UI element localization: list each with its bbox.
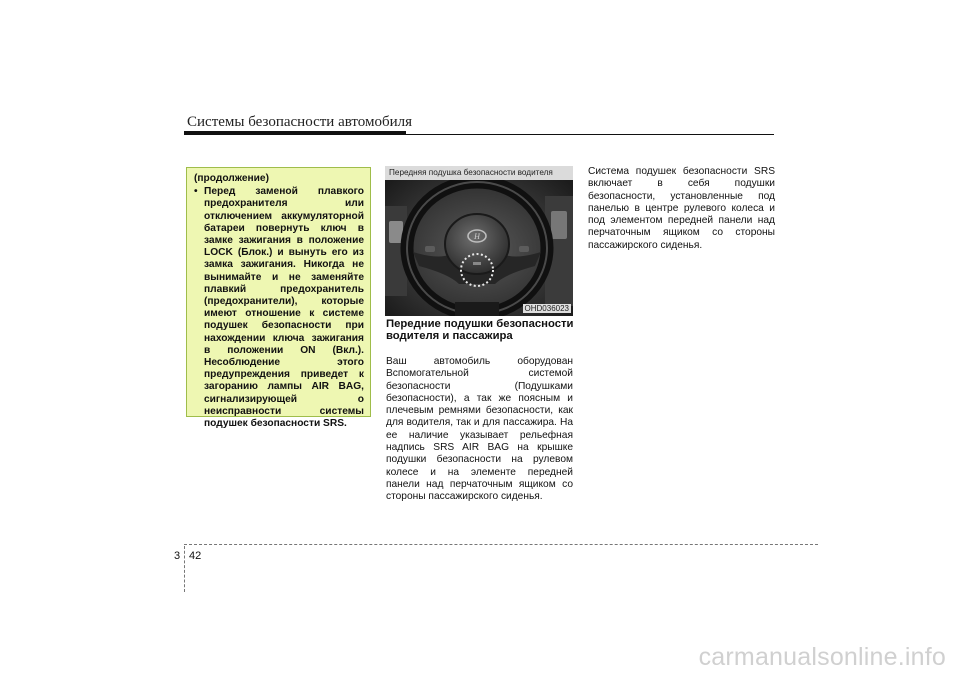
warning-bullet-item [194,186,364,430]
warning-continued-label: (продолжение) [194,173,269,184]
page-header-title: Системы безопасности автомобиля [187,114,413,130]
bullet-icon: • [194,186,198,198]
figure-code: OHD036023 [524,304,569,313]
footer-vertical-divider [184,546,185,592]
page-number: 42 [189,550,202,562]
footer-divider [184,544,818,545]
steering-wheel-illustration [385,166,573,316]
right-column-text: Система подушек безопасности SRS включает в себя подушки безопасности, установленные под панелью в центре рулевого колеса и под элементом передней панели над перчаточным ящиком со стороны пассажирского сиденья. [588,166,775,251]
warning-box [186,167,371,430]
svg-text:H: H [474,232,480,241]
watermark: carmanualsonline.info [698,643,946,671]
figure-caption: Передняя подушка безопасности водителя [385,166,573,180]
section-body-text: Ваш автомобиль оборудован Вспомогательной системой безопасности (Подушками безопасности), а так же поясным и плечевым ремнями безопасности, как для водителя, так и для пассажира. На ее наличие указывает рельефная надпись SRS AIR BAG на крышке подушки безопасности на рулевом колесе и на элементе передней панели над перчаточным ящиком со стороны пассажирского сиденья. [386,356,573,503]
header-underline-rule [184,134,774,135]
section-heading: Передние подушки безопасности водителя и пассажира [386,318,574,343]
warning-text: Перед заменой плавкого предохранителя или отключением аккумуляторной батареи повернуть ключ в замке зажигания в положение LOCK (Блок.) и вынуть его из замка зажигания. Никогда не вынимайте и не заменяйте плавкий предохранитель (предохранители), которые имеют отношение к системе подушек безопасности при нахождении ключа зажигания в положении ON (Вкл.). Несоблюдение этого предупреждения приведет к загоранию лампы AIR BAG, сигнализирующей о неисправности системы подушек безопасности SRS. [204,186,364,430]
chapter-number: 3 [174,550,181,562]
steering-wheel-figure [385,166,573,316]
